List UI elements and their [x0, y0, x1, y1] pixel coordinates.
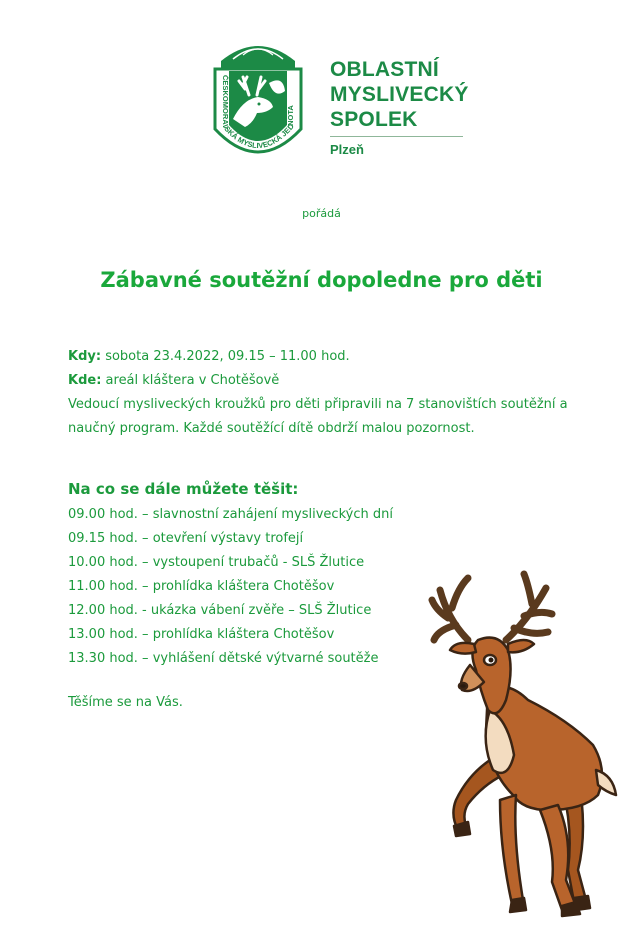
org-line-1: OBLASTNÍ: [330, 58, 439, 81]
deer-illustration: [428, 570, 623, 925]
schedule-item: 11.00 hod. – prohlídka kláštera Chotěšov: [68, 579, 335, 594]
when-line: [68, 345, 578, 369]
schedule-item: 10.00 hod. – vystoupení trubačů - SLŠ Žlutice: [68, 555, 365, 570]
where-value: areál kláštera v Chotěšově: [101, 373, 280, 388]
intro-text: pořádá: [302, 207, 341, 220]
where-label: Kde:: [68, 373, 102, 388]
schedule-item: 12.00 hod. - ukázka vábení zvěře – SLŠ Žlutice: [68, 603, 372, 618]
schedule-item: 13.30 hod. – vyhlášení dětské výtvarné soutěže: [68, 651, 379, 666]
schedule-heading: Na co se dále můžete těšit:: [68, 480, 299, 498]
org-city: Plzeň: [330, 142, 364, 157]
organization-name: [330, 57, 469, 157]
where-line: [68, 369, 578, 393]
schedule-list: [68, 503, 393, 671]
logo-ring-text: ČESKOMORAVSKÁ MYSLIVECKÁ JEDNOTA: [221, 75, 296, 151]
description: Vedoucí mysliveckých kroužků pro děti připravili na 7 stanovištích soutěžní a naučný program. Každé soutěžící dítě obdrží malou pozornost.: [68, 397, 568, 436]
when-value: sobota 23.4.2022, 09.15 – 11.00 hod.: [101, 349, 350, 364]
schedule-item: 09.15 hod. – otevření výstavy trofejí: [68, 531, 304, 546]
schedule-item: 13.00 hod. – prohlídka kláštera Chotěšov: [68, 627, 335, 642]
page-title: Zábavné soutěžní dopoledne pro děti: [100, 268, 543, 292]
org-line-2: MYSLIVECKÝ: [330, 83, 469, 106]
org-divider: [330, 136, 463, 137]
event-details: [68, 345, 578, 441]
cmmj-logo: [203, 33, 313, 163]
org-line-3: SPOLEK: [330, 108, 418, 131]
when-label: Kdy:: [68, 349, 102, 364]
schedule-item: 09.00 hod. – slavnostní zahájení mysliveckých dní: [68, 507, 393, 522]
closing-text: Těšíme se na Vás.: [68, 695, 183, 710]
